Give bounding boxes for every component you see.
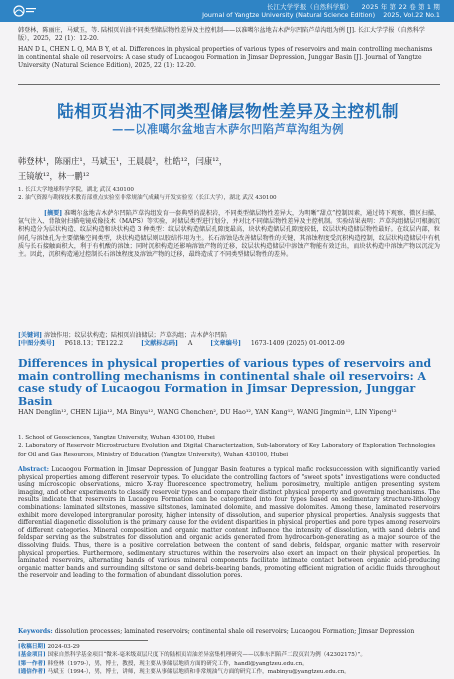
keywords-cn-label: [关键词]: [18, 332, 43, 339]
footnote-text: 2024-03-29: [47, 644, 80, 650]
keywords-en-label: Keywords:: [18, 628, 53, 635]
authors-cn: [18, 154, 438, 184]
journal-header-bar: [0, 0, 454, 22]
abstract-cn: [18, 210, 440, 259]
journal-title-cn: [267, 2, 440, 11]
keywords-en: [18, 628, 440, 636]
footnote-text: 国家自然科学基金项目“微米-毫米级双层尺度下的陆相页岩油差异富集机理研究——以准东凹陷芦二段页岩为例（42302175）”。: [47, 652, 367, 659]
doc-code-value: A: [187, 340, 193, 347]
journal-title-en: [202, 11, 440, 19]
footnote-funding: [18, 651, 443, 659]
abstract-en-text: Lucaogou Formation in Jimsar Depression of Junggar Basin features a typical mafic rocksuccession with significantly varied physical properties among different reservoir types. To elucidate the controlling factors of "sweet spots" investigations were conducted using microscopic observations, micro X-ray fluorescence spectrometry, helium porosimetry, multiple antigen presenting system imaging, and other experiments to classify reservoir types and compare their distinct physical property and governing mechanisms. The results indicate that reservoirs in Lucaogou Formation can be categorized into four types based on sedimentary structure-lithology combinations: laminated siltstones, massive siltstones, laminated dolomite, and massive dolomites. Among these, laminated reservoirs exhibit more developed intergranular porosity, higher intensity of dissolution, and superior physical properties. Analysis suggests that differential diagenetic dissolution is the primary cause for the evident disparities in physical properties and pore types among reservoirs of different categories. Mineral composition and organic matter content influence the intensity of dissolution, with sand debris and feldspar serving as the substrates for dissolution and organic acids generated from hydrocarbon-generating as a major source of the dissolving fluids. Thus, there is a positive correlation between the content of sand debris, feldspar, organic matter with reservoir physical properties. Furthermore, sedimentary structures within the reservoirs also exert an impact on their physical properties. In laminated reservoirs, alternating bands of various mineral components facilitate intimate contact between organic acid-producing organic matter bands and surrounding siltstone or sand debris-bearing bands, promoting efficient migration of acidic fluids throughout the reservoir and leading to the formation of abundant dissolution pores.: [18, 466, 440, 580]
issue-info-en: 2025, Vol.22 No.1: [383, 11, 440, 19]
affiliation-en: 1. School of Geosciences, Yangtze University, Wuhan 430100, Hubei: [18, 435, 215, 441]
issue-info-cn: 2025 年 第 22 卷 第 1 期: [361, 3, 440, 11]
keywords-en-text: dissolution processes; laminated reservoirs; continental shale oil reservoirs; Lucaogou Formation; Jimsar Depression: [54, 628, 415, 635]
footnote-first-author: [18, 660, 443, 668]
journal-name-cn: 长江大学学报（自然科学版）: [266, 3, 353, 11]
affiliation-en: 2. Laboratory of Reservoir Microstructure Evolution and Digital Characterization, Sub-laboratory of Key Laboratory of Exploration Technologies for Oil and Gas Resources, Ministry of Education (Yangtze University), Wuhan 430100, Hubei: [18, 443, 436, 458]
footnote-label: [基金项目]: [18, 652, 46, 659]
footnote-received: [18, 643, 443, 651]
article-title-cn: 陆相页岩油不同类型储层物性差异及主控机制: [57, 102, 399, 121]
article-id-value: 1673-1409 (2025) 01-0012-09: [250, 340, 345, 347]
footnote-label: [通信作者]: [18, 669, 46, 676]
abstract-en: [18, 466, 440, 580]
affiliations-en: [18, 434, 443, 459]
affiliation-cn: 1. 长江大学地球科学学院，湖北 武汉 430100: [18, 187, 134, 193]
keywords-cn: [18, 332, 440, 340]
abstract-cn-text: 准噶尔盆地吉木萨尔凹陷芦草沟组发育一套典型的混积岩，不同类型储层物性差异大，为明晰“甜点”控制因素，通过铸下观察、微区扫描、氩气注入、背散射扫描电镜成像技术（MAPS）等实验，对储层类型进行划分，并对比不同储层物性差异及主控机制。实验结果表明：芦草沟组储层可根据沉积构造分为层状构造、纹层构造和块状构造 3 种类型：纹层状构造储层孔隙度最高，块状构造储层孔隙度较低，纹层状构造储层物性最好。在纹层内部，粒间孔与溶蚀孔为主要储集空间类型，块状构造储层则以胶结作用为主。长石溶蚀是改善储层物性的关键，其溶蚀程度受沉积构造控制，纹层状构造储层中有机质与长石接触面积大，利于有机酸的溶蚀；同时沉积构造还影响溶蚀产物的迁移，纹层状构造储层中溶蚀产物能有效迁出，而块状构造中溶蚀产物以沉淀为主。因此，沉积构造通过控制长石溶蚀程度及溶蚀产物的迁移，最终造成了不同类型储层物性的差异。: [18, 210, 441, 259]
journal-logo-icon: [12, 4, 38, 18]
citation-en: HAN D L, CHEN L Q, MA B Y, et al. Differences in physical properties of various types of reservoirs and main controlling mechanisms in continental shale oil reservoirs: A case study of Lucaogou Formation in Jimsar Depression, Junggar Basin [J]. Journal of Yangtze University (Natural Science Edition), 2025, 22 (1): 12-20.: [18, 46, 433, 70]
abstract-en-label: Abstract:: [18, 466, 49, 473]
keywords-cn-text: 溶蚀作用；纹层状构造；陆相页岩油储层；芦草沟组；吉木萨尔凹陷: [44, 332, 227, 339]
footnote-corresponding: [18, 668, 443, 676]
footnote-divider: [18, 640, 148, 641]
footnote-label: [第一作者]: [18, 660, 46, 667]
footnotes: [18, 643, 443, 677]
journal-name-en: Journal of Yangtze University (Natural Science Edition): [202, 11, 376, 19]
footnote-text: 韩登林（1979-），男，博士，教授，现主要从事储层地质方面的研究工作，handl@yangtzeu.edu.cn。: [47, 660, 308, 667]
clc-value: P618.13；TE122.2: [64, 340, 124, 347]
abstract-cn-label: [摘要]: [44, 210, 63, 217]
footnote-label: [收稿日期]: [18, 644, 46, 650]
article-subtitle-cn: ——以准噶尔盆地吉木萨尔凹陷芦草沟组为例: [112, 123, 344, 136]
footnote-text: 马斌玉（1994-），男，博士，讲师，现主要从事储层地质和非常规油气方面的研究工作，mabinyu@yangtzeu.edu.cn。: [47, 669, 350, 676]
article-id-label: [文章编号]: [210, 340, 241, 347]
authors-cn-line: 王镜敏¹²，林一鹏¹²: [18, 171, 90, 181]
divider: [18, 84, 440, 85]
classification-info: [18, 340, 440, 348]
citation-cn: 韩登林，陈丽庄，马斌玉，等. 陆相页岩油不同类型储层物性差异及主控机制——以准噶尔盆地吉木萨尔凹陷芦草沟组为例 [J]. 长江大学学报（自然科学版），2025，22 (1)：12-20.: [18, 27, 425, 43]
authors-en: HAN Denglin¹², CHEN Lijia¹², MA Binyu¹², WANG Chenchen², DU Hao¹², YAN Kang¹², WANG Jingmin¹², LIN Yipeng¹²: [18, 408, 397, 416]
affiliation-cn: 2. 油气资源与勘探技术教育部重点实验室非常规油气成藏与开发实验室（长江大学），湖北 武汉 430100: [18, 195, 277, 202]
article-title-en: Differences in physical properties of various types of reservoirs and main controlling mechanisms in continental shale oil reservoirs: A case study of Lucaogou Formation in Jimsar Depression, Junggar Basin: [18, 357, 432, 408]
authors-cn-line: 韩登林¹，陈丽庄¹，马斌玉¹，王晨晨²，杜皓¹²，闫康¹²，: [18, 156, 228, 166]
affiliations-cn: [18, 186, 443, 203]
doc-code-label: [文献标志码]: [141, 340, 178, 347]
clc-label: [中图分类号]: [18, 340, 55, 347]
